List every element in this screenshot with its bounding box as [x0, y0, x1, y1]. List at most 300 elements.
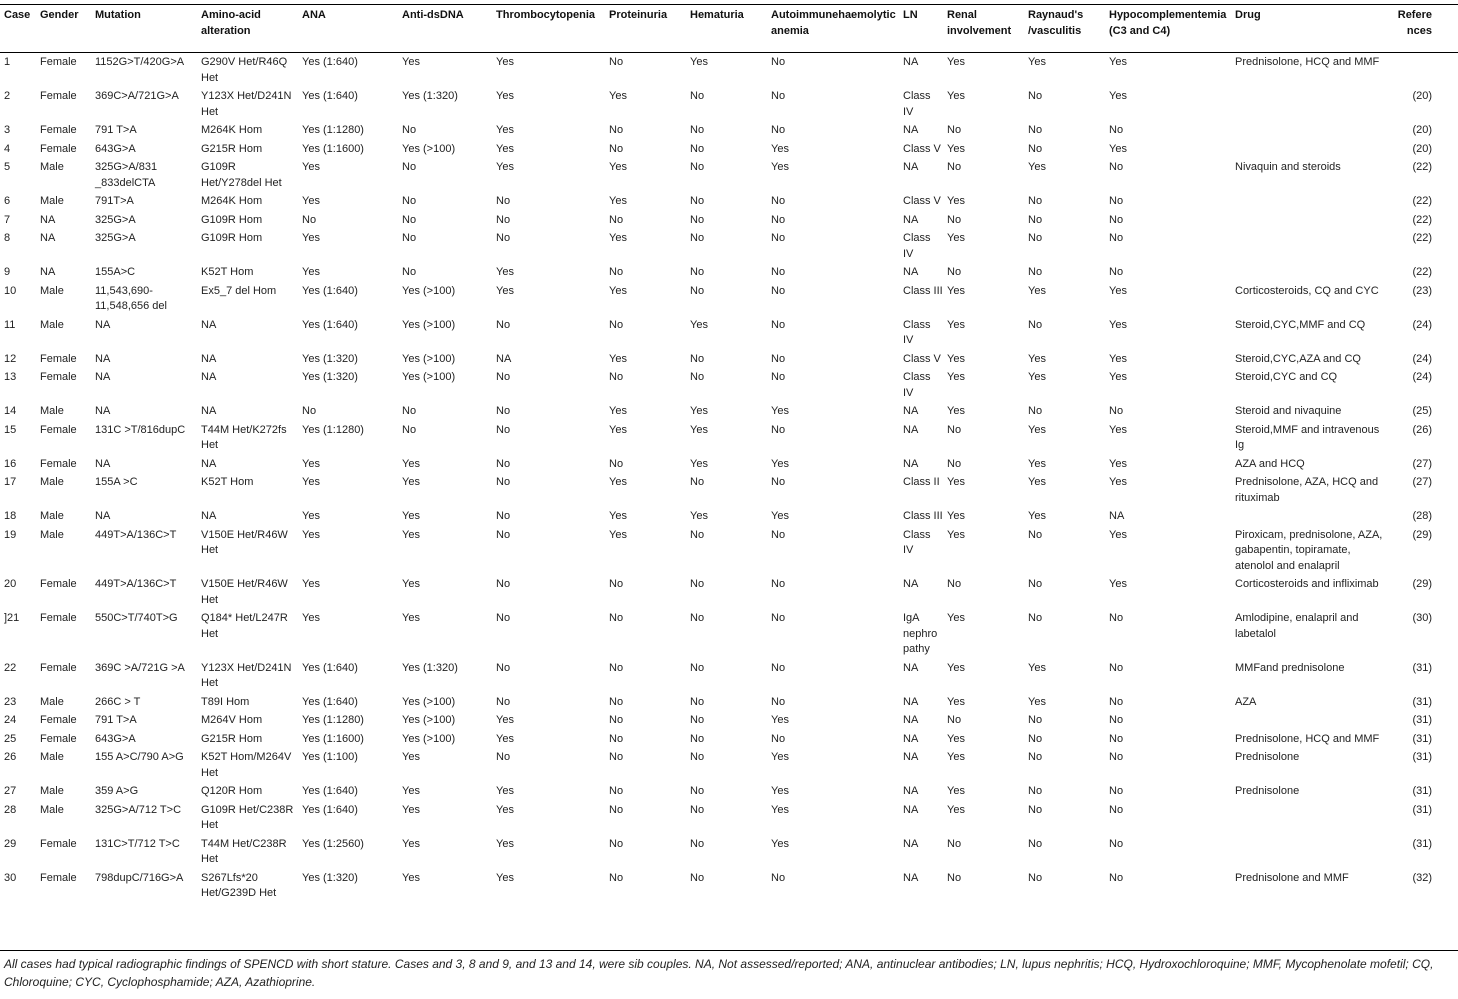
- cell-reference: (22): [1412, 232, 1432, 244]
- cell-case: 14: [4, 405, 17, 417]
- cell-ana: Yes (1:640): [302, 90, 358, 102]
- cell-drug: Piroxicam, prednisolone, AZA, gabapentin, topiramate, atenolol and enalapril: [1235, 528, 1383, 572]
- cell-ana: Yes (1:640): [302, 284, 358, 297]
- cell-haemolytic-anemia: No: [771, 732, 786, 745]
- cell-case: 13: [4, 371, 17, 383]
- cell-ln: Class IV: [903, 528, 931, 556]
- cell-ln: NA: [903, 732, 919, 745]
- cell-haemolytic-anemia: Yes: [771, 785, 789, 797]
- cell-proteinuria: No: [609, 785, 624, 797]
- table-row: [0, 367, 1458, 401]
- cell-renal: No: [947, 266, 962, 278]
- cell-drug: Steroid,MMF and intravenous Ig: [1235, 423, 1380, 451]
- cell-hematuria: No: [690, 871, 705, 884]
- cell-amino-acid: T44M Het/K272fs Het: [201, 423, 287, 451]
- table-row: [0, 658, 1458, 692]
- cell-amino-acid: NA: [201, 510, 217, 522]
- cell-renal: Yes: [947, 785, 965, 797]
- cell-raynauds: No: [1028, 528, 1043, 541]
- cell-case: 26: [4, 751, 17, 763]
- cell-drug: Prednisolone, HCQ and MMF: [1235, 732, 1380, 745]
- cell-haemolytic-anemia: No: [771, 352, 786, 365]
- cell-ln: NA: [903, 213, 919, 226]
- col-header-mutation: Mutation: [95, 9, 141, 21]
- cell-amino-acid: NA: [201, 457, 217, 470]
- cell-ln: NA: [903, 405, 919, 417]
- cell-reference: (24): [1412, 352, 1432, 365]
- col-header-haemolytic-anemia: Autoimmunehaemolytic anemia: [771, 9, 896, 37]
- cell-drug: [1231, 710, 1390, 729]
- cell-gender: Male: [40, 405, 64, 417]
- cell-anti-dsdna: Yes: [402, 871, 420, 884]
- cell-proteinuria: Yes: [609, 195, 627, 207]
- cell-reference: (22): [1412, 161, 1432, 173]
- cell-reference: (22): [1412, 195, 1432, 207]
- cell-ana: Yes (1:320): [302, 871, 358, 884]
- cell-proteinuria: Yes: [609, 161, 627, 173]
- cell-gender: Female: [40, 732, 77, 745]
- cell-mutation: 155A>C: [95, 266, 136, 278]
- cell-raynauds: Yes: [1028, 695, 1046, 708]
- cell-reference: (20): [1412, 90, 1432, 102]
- cell-hematuria: No: [690, 837, 705, 850]
- cell-raynauds: Yes: [1028, 284, 1046, 297]
- cell-thrombocytopenia: No: [496, 195, 511, 207]
- cell-thrombocytopenia: Yes: [496, 124, 514, 136]
- cell-hypocomplementemia: Yes: [1109, 142, 1127, 155]
- cell-amino-acid: K52T Hom: [201, 476, 254, 488]
- cell-gender: Female: [40, 142, 77, 155]
- cell-anti-dsdna: Yes: [402, 578, 420, 590]
- cell-hematuria: No: [690, 732, 705, 745]
- cell-drug: Steroid,CYC,MMF and CQ: [1235, 318, 1366, 331]
- cell-haemolytic-anemia: Yes: [771, 142, 789, 155]
- cell-drug: Nivaquin and steroids: [1235, 161, 1341, 173]
- cell-raynauds: No: [1028, 195, 1043, 207]
- cell-ln: NA: [903, 661, 919, 674]
- cell-reference: (30): [1412, 612, 1432, 624]
- table-row: [0, 120, 1458, 139]
- cell-ln: Class III: [903, 284, 943, 297]
- table-row: [0, 52, 1458, 86]
- cell-ana: Yes: [302, 232, 320, 244]
- cell-hypocomplementemia: Yes: [1109, 56, 1127, 68]
- cell-thrombocytopenia: Yes: [496, 803, 514, 816]
- col-header-raynauds: Raynaud's /vasculitis: [1028, 9, 1084, 37]
- cell-ana: Yes (1:1280): [302, 423, 364, 436]
- cell-renal: Yes: [947, 232, 965, 244]
- cell-ana: Yes (1:320): [302, 352, 358, 365]
- cell-raynauds: No: [1028, 732, 1043, 745]
- cell-amino-acid: G109R Hom: [201, 232, 263, 244]
- cell-ln: NA: [903, 837, 919, 850]
- cell-thrombocytopenia: No: [496, 612, 511, 624]
- cell-haemolytic-anemia: No: [771, 318, 786, 331]
- cell-anti-dsdna: Yes (>100): [402, 371, 456, 383]
- cell-haemolytic-anemia: No: [771, 528, 786, 541]
- cell-thrombocytopenia: No: [496, 476, 511, 488]
- cell-hypocomplementemia: No: [1109, 803, 1124, 816]
- cell-amino-acid: K52T Hom: [201, 266, 254, 278]
- table-row: [0, 525, 1458, 575]
- cell-case: 20: [4, 578, 17, 590]
- cell-renal: Yes: [947, 90, 965, 102]
- cell-mutation: 359 A>G: [95, 785, 139, 797]
- cell-hematuria: No: [690, 266, 705, 278]
- cell-ana: Yes: [302, 266, 320, 278]
- cell-gender: Male: [40, 318, 64, 331]
- cell-case: 16: [4, 457, 17, 470]
- cell-renal: Yes: [947, 732, 965, 745]
- cell-case: 4: [4, 142, 11, 155]
- cell-amino-acid: Q120R Hom: [201, 785, 263, 797]
- cell-case: 2: [4, 90, 11, 102]
- cell-gender: NA: [40, 232, 56, 244]
- cell-hematuria: No: [690, 695, 705, 708]
- cell-gender: Female: [40, 457, 77, 470]
- cell-ln: Class V: [903, 352, 941, 365]
- cell-haemolytic-anemia: Yes: [771, 803, 789, 816]
- cell-thrombocytopenia: No: [496, 318, 511, 331]
- cell-mutation: 131C >T/816dupC: [95, 423, 186, 436]
- cell-hypocomplementemia: Yes: [1109, 457, 1127, 470]
- cell-thrombocytopenia: Yes: [496, 732, 514, 745]
- table-row: [0, 506, 1458, 525]
- cell-hematuria: No: [690, 751, 705, 763]
- cell-hypocomplementemia: No: [1109, 612, 1124, 624]
- cell-thrombocytopenia: Yes: [496, 284, 514, 297]
- cell-ln: Class V: [903, 195, 941, 207]
- cell-drug: [1231, 86, 1390, 120]
- cell-ana: No: [302, 213, 317, 226]
- cell-mutation: 325G>A/831 _833delCTA: [95, 161, 158, 189]
- cell-hematuria: Yes: [690, 423, 708, 436]
- cell-mutation: 266C > T: [95, 695, 141, 708]
- cell-reference: (24): [1412, 318, 1432, 331]
- cell-reference: (27): [1412, 476, 1432, 488]
- cell-raynauds: Yes: [1028, 476, 1046, 488]
- cell-amino-acid: NA: [201, 371, 217, 383]
- cell-proteinuria: Yes: [609, 510, 627, 522]
- cell-ana: Yes (1:640): [302, 661, 358, 674]
- cell-ln: NA: [903, 751, 919, 763]
- cell-gender: Male: [40, 510, 64, 522]
- cell-proteinuria: No: [609, 803, 624, 816]
- cell-gender: Male: [40, 695, 64, 708]
- cell-thrombocytopenia: No: [496, 661, 511, 674]
- cell-drug: [1231, 120, 1390, 139]
- cell-case: ]21: [4, 612, 20, 624]
- cell-proteinuria: No: [609, 871, 624, 884]
- cell-hypocomplementemia: Yes: [1109, 284, 1127, 297]
- table-row: [0, 472, 1458, 506]
- cell-gender: Male: [40, 284, 64, 297]
- cell-hematuria: No: [690, 803, 705, 816]
- cell-reference: (25): [1412, 405, 1432, 417]
- cell-drug: [1231, 210, 1390, 229]
- cell-hematuria: Yes: [690, 318, 708, 331]
- cell-renal: Yes: [947, 695, 965, 708]
- cell-proteinuria: No: [609, 457, 624, 470]
- cell-amino-acid: G215R Hom: [201, 732, 263, 745]
- cell-anti-dsdna: No: [402, 195, 417, 207]
- cell-thrombocytopenia: Yes: [496, 785, 514, 797]
- cell-hypocomplementemia: No: [1109, 714, 1124, 726]
- cell-ana: Yes: [302, 578, 320, 590]
- cell-haemolytic-anemia: No: [771, 612, 786, 624]
- cell-thrombocytopenia: No: [496, 232, 511, 244]
- cell-reference: (31): [1412, 714, 1432, 726]
- cell-reference: (31): [1412, 661, 1432, 674]
- cell-renal: No: [947, 871, 962, 884]
- cell-thrombocytopenia: Yes: [496, 161, 514, 173]
- cell-hematuria: No: [690, 612, 705, 624]
- cell-anti-dsdna: Yes: [402, 528, 420, 541]
- table-row: [0, 574, 1458, 608]
- cell-proteinuria: No: [609, 695, 624, 708]
- cell-case: 29: [4, 837, 17, 850]
- cell-drug: Steroid and nivaquine: [1235, 405, 1342, 417]
- table-header: [0, 6, 1458, 52]
- cell-proteinuria: No: [609, 751, 624, 763]
- cell-renal: Yes: [947, 803, 965, 816]
- cell-drug: Prednisolone, AZA, HCQ and rituximab: [1235, 476, 1379, 504]
- cell-gender: Female: [40, 837, 77, 850]
- cell-haemolytic-anemia: No: [771, 124, 786, 136]
- cell-mutation: NA: [95, 457, 111, 470]
- table-row: [0, 401, 1458, 420]
- cell-proteinuria: No: [609, 213, 624, 226]
- cell-ln: NA: [903, 56, 919, 68]
- cell-case: 12: [4, 352, 17, 365]
- cell-hematuria: No: [690, 142, 705, 155]
- cell-case: 24: [4, 714, 17, 726]
- cell-thrombocytopenia: No: [496, 695, 511, 708]
- cell-drug: Prednisolone: [1235, 785, 1300, 797]
- cell-anti-dsdna: Yes: [402, 612, 420, 624]
- cell-anti-dsdna: No: [402, 161, 417, 173]
- cell-ln: NA: [903, 714, 919, 726]
- cell-proteinuria: Yes: [609, 284, 627, 297]
- cell-hematuria: No: [690, 578, 705, 590]
- cell-hypocomplementemia: No: [1109, 195, 1124, 207]
- cell-haemolytic-anemia: Yes: [771, 510, 789, 522]
- cell-anti-dsdna: Yes (>100): [402, 284, 456, 297]
- cell-renal: Yes: [947, 476, 965, 488]
- cell-thrombocytopenia: No: [496, 528, 511, 541]
- table-row: [0, 281, 1458, 315]
- table-row: [0, 729, 1458, 748]
- cell-amino-acid: G109R Het/C238R Het: [201, 803, 294, 831]
- cell-case: 9: [4, 266, 11, 278]
- cell-gender: Female: [40, 578, 77, 590]
- cell-gender: Female: [40, 90, 77, 102]
- cell-haemolytic-anemia: No: [771, 423, 786, 436]
- cell-reference: (31): [1412, 837, 1432, 850]
- cell-amino-acid: K52T Hom/M264V Het: [201, 751, 292, 779]
- cell-amino-acid: G215R Hom: [201, 142, 263, 155]
- cell-thrombocytopenia: Yes: [496, 90, 514, 102]
- cell-anti-dsdna: Yes: [402, 56, 420, 68]
- cell-renal: Yes: [947, 284, 965, 297]
- cell-proteinuria: No: [609, 56, 624, 68]
- cell-gender: Male: [40, 751, 64, 763]
- cell-ln: Class IV: [903, 90, 931, 118]
- cell-raynauds: Yes: [1028, 161, 1046, 173]
- cell-mutation: 791 T>A: [95, 714, 137, 726]
- cell-thrombocytopenia: No: [496, 578, 511, 590]
- cell-amino-acid: Y123X Het/D241N Het: [201, 90, 292, 118]
- cell-hypocomplementemia: Yes: [1109, 528, 1127, 541]
- cell-raynauds: No: [1028, 714, 1043, 726]
- cell-proteinuria: No: [609, 612, 624, 624]
- cell-hypocomplementemia: No: [1109, 661, 1124, 674]
- cell-gender: Female: [40, 423, 77, 436]
- cell-anti-dsdna: Yes (>100): [402, 142, 456, 155]
- cell-ana: Yes (1:640): [302, 785, 358, 797]
- cell-case: 28: [4, 803, 17, 816]
- cell-anti-dsdna: No: [402, 213, 417, 226]
- cell-anti-dsdna: Yes: [402, 476, 420, 488]
- cell-ana: Yes (1:640): [302, 803, 358, 816]
- cell-gender: Male: [40, 195, 64, 207]
- cell-drug: Prednisolone: [1235, 751, 1300, 763]
- cell-raynauds: No: [1028, 232, 1043, 244]
- cell-renal: Yes: [947, 751, 965, 763]
- cell-renal: No: [947, 213, 962, 226]
- cell-haemolytic-anemia: No: [771, 578, 786, 590]
- cell-reference: (31): [1412, 732, 1432, 745]
- cell-anti-dsdna: Yes: [402, 457, 420, 470]
- cell-hypocomplementemia: No: [1109, 837, 1124, 850]
- cell-mutation: 325G>A: [95, 232, 136, 244]
- cell-gender: Female: [40, 612, 77, 624]
- cell-renal: Yes: [947, 612, 965, 624]
- cell-hypocomplementemia: No: [1109, 871, 1124, 884]
- cell-amino-acid: Q184* Het/L247R Het: [201, 612, 288, 640]
- cell-case: 23: [4, 695, 17, 708]
- cell-proteinuria: No: [609, 318, 624, 331]
- col-header-gender: Gender: [40, 9, 79, 21]
- cell-drug: [1231, 262, 1390, 281]
- cell-renal: Yes: [947, 195, 965, 207]
- cell-proteinuria: No: [609, 124, 624, 136]
- cell-ana: Yes: [302, 612, 320, 624]
- cell-raynauds: No: [1028, 318, 1043, 331]
- cell-ln: Class II: [903, 476, 940, 488]
- cell-amino-acid: G109R Het/Y278del Het: [201, 161, 282, 189]
- cell-ana: Yes: [302, 476, 320, 488]
- cell-drug: Prednisolone, HCQ and MMF: [1235, 56, 1380, 68]
- cell-haemolytic-anemia: No: [771, 284, 786, 297]
- cell-case: 6: [4, 195, 11, 207]
- cell-proteinuria: No: [609, 661, 624, 674]
- cell-raynauds: No: [1028, 266, 1043, 278]
- cell-haemolytic-anemia: No: [771, 266, 786, 278]
- cell-raynauds: Yes: [1028, 56, 1046, 68]
- cell-hypocomplementemia: Yes: [1109, 352, 1127, 365]
- cell-reference: (24): [1412, 371, 1432, 383]
- cell-proteinuria: No: [609, 714, 624, 726]
- cell-ln: IgA nephropathy: [903, 612, 938, 655]
- cell-gender: Male: [40, 785, 64, 797]
- cell-case: 30: [4, 871, 17, 884]
- cell-renal: Yes: [947, 56, 965, 68]
- cell-raynauds: No: [1028, 213, 1043, 226]
- cell-anti-dsdna: No: [402, 232, 417, 244]
- table-row: [0, 747, 1458, 781]
- cell-haemolytic-anemia: No: [771, 213, 786, 226]
- cell-renal: No: [947, 578, 962, 590]
- cell-ana: Yes (1:100): [302, 751, 358, 763]
- cell-mutation: 798dupC/716G>A: [95, 871, 184, 884]
- cell-renal: Yes: [947, 510, 965, 522]
- cell-ln: NA: [903, 457, 919, 470]
- table-row: [0, 86, 1458, 120]
- cell-ln: NA: [903, 266, 919, 278]
- cell-mutation: NA: [95, 352, 111, 365]
- cell-renal: No: [947, 837, 962, 850]
- cell-raynauds: Yes: [1028, 423, 1046, 436]
- cell-anti-dsdna: Yes (>100): [402, 352, 456, 365]
- cell-haemolytic-anemia: Yes: [771, 751, 789, 763]
- cell-drug: [1231, 191, 1390, 210]
- cell-renal: Yes: [947, 142, 965, 155]
- cell-haemolytic-anemia: No: [771, 871, 786, 884]
- cell-hematuria: No: [690, 371, 705, 383]
- cell-drug: Prednisolone and MMF: [1235, 871, 1349, 884]
- cell-ln: NA: [903, 124, 919, 136]
- cell-ana: Yes (1:640): [302, 56, 358, 68]
- cell-thrombocytopenia: No: [496, 371, 511, 383]
- cell-haemolytic-anemia: No: [771, 371, 786, 383]
- cell-reference: (31): [1412, 803, 1432, 816]
- cell-mutation: 11,543,690-11,548,656 del: [95, 284, 167, 312]
- cell-ln: NA: [903, 578, 919, 590]
- cell-gender: Female: [40, 661, 77, 674]
- cell-ana: Yes (1:1280): [302, 124, 364, 136]
- cell-mutation: 325G>A: [95, 213, 136, 226]
- cell-mutation: 131C>T/712 T>C: [95, 837, 180, 850]
- cell-case: 8: [4, 232, 11, 244]
- cell-raynauds: Yes: [1028, 661, 1046, 674]
- cell-ana: Yes: [302, 195, 320, 207]
- cell-amino-acid: NA: [201, 352, 217, 365]
- cell-hematuria: No: [690, 661, 705, 674]
- table-top-rule: [0, 4, 1458, 5]
- table-row: [0, 710, 1458, 729]
- table-row: [0, 781, 1458, 800]
- cell-gender: NA: [40, 266, 56, 278]
- table-row: [0, 349, 1458, 368]
- cell-amino-acid: V150E Het/R46W Het: [201, 528, 288, 556]
- cell-haemolytic-anemia: No: [771, 661, 786, 674]
- cell-mutation: 1152G>T/420G>A: [95, 56, 185, 68]
- cell-anti-dsdna: Yes (>100): [402, 714, 456, 726]
- cell-mutation: 791 T>A: [95, 124, 137, 136]
- cell-renal: Yes: [947, 405, 965, 417]
- cell-reference: (26): [1412, 423, 1432, 436]
- table-row: [0, 262, 1458, 281]
- cell-drug: AZA: [1235, 695, 1257, 708]
- cell-haemolytic-anemia: No: [771, 90, 786, 102]
- cell-ana: Yes: [302, 457, 320, 470]
- cell-haemolytic-anemia: Yes: [771, 457, 789, 470]
- cell-raynauds: No: [1028, 837, 1043, 850]
- cell-case: 27: [4, 785, 17, 797]
- cell-renal: Yes: [947, 352, 965, 365]
- cell-gender: NA: [40, 213, 56, 226]
